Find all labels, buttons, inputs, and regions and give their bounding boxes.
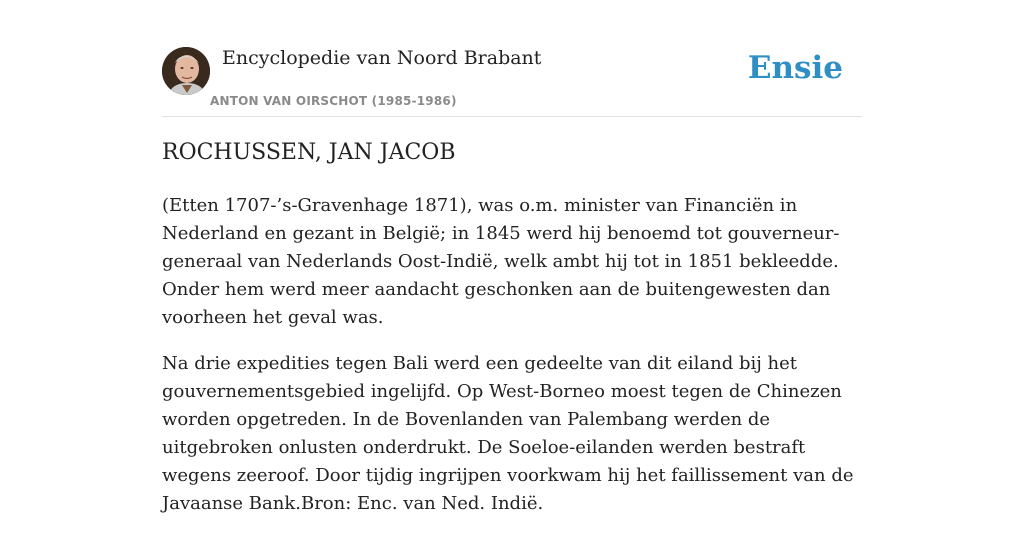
author-avatar[interactable] — [162, 47, 210, 95]
book-title-link[interactable]: Encyclopedie van Noord Brabant — [222, 47, 542, 69]
page-header — [162, 46, 862, 117]
entry-body — [162, 192, 862, 536]
entry-paragraph: (Etten 1707-’s-Gravenhage 1871), was o.m. minister van Financiën in Nederland en gezant in België; in 1845 werd hij benoemd tot gouverneur-generaal van Nederlands Oost-Indië, welk ambt hij tot in 1851 bekleedde. Onder hem werd meer aandacht geschonken aan de buitengewesten dan voorheen het geval was. — [162, 195, 840, 328]
entry-paragraph: Na drie expedities tegen Bali werd een gedeelte van dit eiland bij het gouvernementsgebied ingelijfd. Op West-Borneo moest tegen de Chinezen worden opgetreden. In de Bovenlanden van Palembang werden de uitgebroken onlusten onderdrukt. De Soeloe-eilanden werden bestraft wegens zeeroof. Door tijdig ingrijpen voorkwam hij het faillissement van de Javaanse Bank.Bron: Enc. van Ned. Indië. — [162, 353, 854, 514]
author-name[interactable]: ANTON VAN OIRSCHOT (1985-1986) — [210, 94, 457, 108]
ensie-logo[interactable]: Ensie — [747, 50, 843, 86]
author-portrait-icon — [162, 47, 210, 95]
entry-title: ROCHUSSEN, JAN JACOB — [162, 140, 456, 165]
